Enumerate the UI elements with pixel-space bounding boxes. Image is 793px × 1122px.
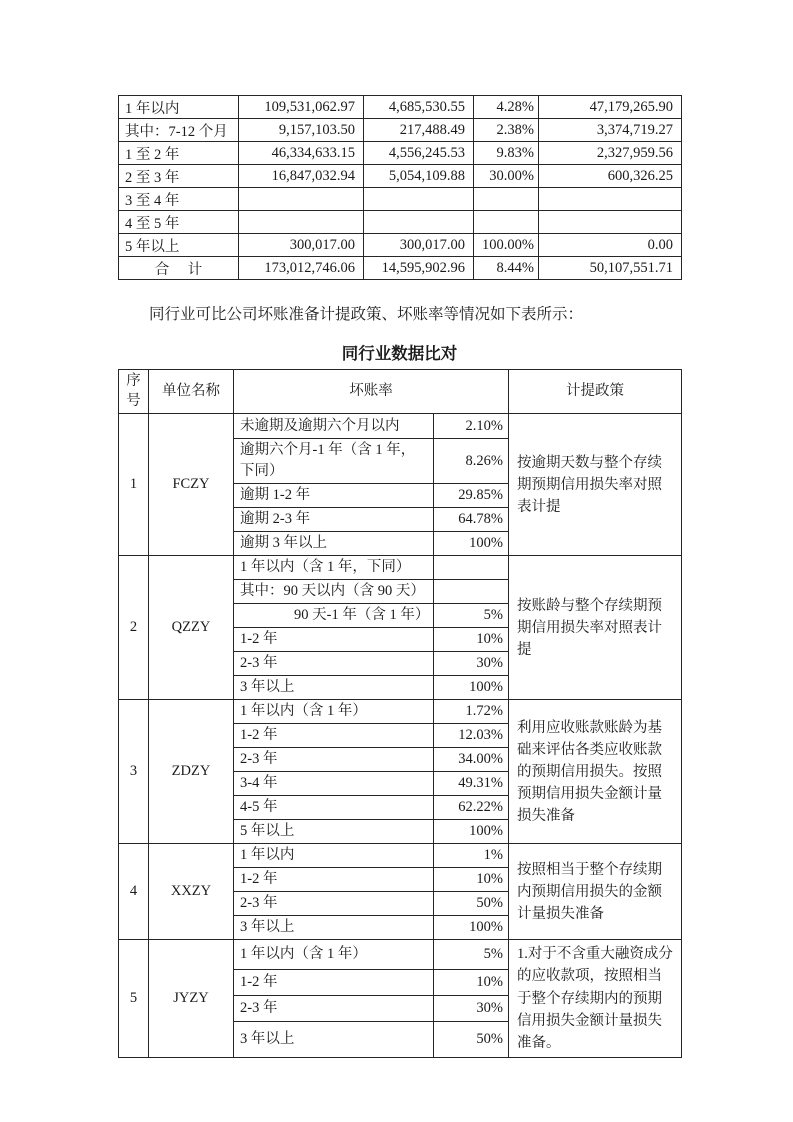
rate-value-cell: 10%	[434, 969, 509, 995]
amount-cell: 300,017.00	[364, 234, 474, 257]
industry-table	[118, 369, 682, 1058]
amount-cell: 50,107,551.71	[539, 257, 682, 280]
aging-label-cell: 5 年以上	[119, 234, 239, 257]
amount-cell: 109,531,062.97	[239, 96, 364, 119]
amount-cell: 4,556,245.53	[364, 142, 474, 165]
rate-label-cell: 3 年以上	[234, 1021, 434, 1057]
rate-value-cell: 64.78%	[434, 508, 509, 532]
amount-cell: 3,374,719.27	[539, 119, 682, 142]
rate-label-cell: 逾期 1-2 年	[234, 484, 434, 508]
table-title: 同行业数据比对	[341, 345, 458, 363]
policy-cell: 按逾期天数与整个存续期预期信用损失率对照表计提	[509, 414, 682, 556]
company-no-cell: 5	[119, 940, 149, 1057]
amount-cell: 0.00	[539, 234, 682, 257]
percent-cell: 8.44%	[474, 257, 539, 280]
amount-cell: 4,685,530.55	[364, 96, 474, 119]
percent-cell: 30.00%	[474, 165, 539, 188]
aging-label-cell: 1 年以内	[119, 96, 239, 119]
rate-value-cell: 1%	[434, 844, 509, 868]
company-name-cell: QZZY	[149, 556, 234, 700]
percent-cell: 9.83%	[474, 142, 539, 165]
table-row	[119, 234, 682, 257]
amount-cell: 600,326.25	[539, 165, 682, 188]
header-name: 单位名称	[149, 370, 234, 414]
percent-cell: 4.28%	[474, 96, 539, 119]
amount-cell: 14,595,902.96	[364, 257, 474, 280]
rate-label-cell: 逾期 2-3 年	[234, 508, 434, 532]
amount-cell	[539, 211, 682, 234]
amount-cell: 47,179,265.90	[539, 96, 682, 119]
table-row	[119, 96, 682, 119]
percent-cell	[474, 188, 539, 211]
amount-cell: 16,847,032.94	[239, 165, 364, 188]
policy-cell: 按照相当于整个存续期内预期信用损失的金额计量损失准备	[509, 844, 682, 940]
header-no: 序号	[119, 370, 149, 414]
rate-label-cell: 1 年以内	[234, 844, 434, 868]
rate-label-cell: 1-2 年	[234, 724, 434, 748]
rate-value-cell: 100%	[434, 916, 509, 940]
rate-label-cell: 2-3 年	[234, 748, 434, 772]
rate-value-cell: 2.10%	[434, 414, 509, 439]
rate-value-cell: 5%	[434, 940, 509, 969]
rate-value-cell: 49.31%	[434, 772, 509, 796]
total-row	[119, 257, 682, 280]
rate-value-cell: 30%	[434, 995, 509, 1021]
rate-value-cell	[434, 556, 509, 580]
rate-value-cell: 8.26%	[434, 439, 509, 484]
policy-cell: 按账龄与整个存续期预期信用损失率对照表计提	[509, 556, 682, 700]
amount-cell: 217,488.49	[364, 119, 474, 142]
rate-value-cell: 100%	[434, 532, 509, 556]
company-no-cell: 1	[119, 414, 149, 556]
amount-cell: 46,334,633.15	[239, 142, 364, 165]
header-row	[119, 370, 682, 414]
table-row	[119, 188, 682, 211]
rate-label-cell: 其中：90 天以内（含 90 天）	[234, 580, 434, 604]
amount-cell: 2,327,959.56	[539, 142, 682, 165]
company-name-cell: JYZY	[149, 940, 234, 1057]
table-row	[119, 142, 682, 165]
company-name-cell: FCZY	[149, 414, 234, 556]
amount-cell	[539, 188, 682, 211]
rate-value-cell: 5%	[434, 604, 509, 628]
company-no-cell: 2	[119, 556, 149, 700]
rate-value-cell: 1.72%	[434, 700, 509, 724]
amount-cell: 9,157,103.50	[239, 119, 364, 142]
header-rate: 坏账率	[234, 370, 509, 414]
rate-label-cell: 1-2 年	[234, 628, 434, 652]
percent-cell: 2.38%	[474, 119, 539, 142]
rate-label-cell: 1 年以内（含 1 年）	[234, 940, 434, 969]
rate-label-cell: 1-2 年	[234, 969, 434, 995]
aging-table	[118, 95, 682, 280]
intro-paragraph: 同行业可比公司坏账准备计提政策、坏账率等情况如下表所示：	[149, 306, 584, 323]
aging-label-cell: 2 至 3 年	[119, 165, 239, 188]
rate-value-cell: 50%	[434, 1021, 509, 1057]
rate-label-cell: 1 年以内（含 1 年）	[234, 700, 434, 724]
amount-cell: 300,017.00	[239, 234, 364, 257]
rate-label-cell: 90 天-1 年（含 1 年）	[234, 604, 434, 628]
percent-cell	[474, 211, 539, 234]
table-row	[119, 556, 682, 580]
rate-value-cell: 10%	[434, 868, 509, 892]
rate-label-cell: 5 年以上	[234, 820, 434, 844]
percent-cell: 100.00%	[474, 234, 539, 257]
policy-cell: 利用应收账款账龄为基础来评估各类应收账款的预期信用损失。按照预期信用损失金额计量损失准备	[509, 700, 682, 844]
table-row	[119, 700, 682, 724]
rate-label-cell: 2-3 年	[234, 995, 434, 1021]
aging-label-cell: 4 至 5 年	[119, 211, 239, 234]
total-label-cell: 合 计	[119, 257, 239, 280]
amount-cell	[364, 211, 474, 234]
rate-value-cell: 100%	[434, 820, 509, 844]
company-no-cell: 3	[119, 700, 149, 844]
aging-label-cell: 1 至 2 年	[119, 142, 239, 165]
rate-value-cell: 12.03%	[434, 724, 509, 748]
rate-value-cell	[434, 580, 509, 604]
aging-label-cell: 其中：7-12 个月	[119, 119, 239, 142]
company-no-cell: 4	[119, 844, 149, 940]
rate-value-cell: 10%	[434, 628, 509, 652]
table-row	[119, 211, 682, 234]
rate-value-cell: 62.22%	[434, 796, 509, 820]
amount-cell	[239, 211, 364, 234]
table-row	[119, 414, 682, 439]
rate-label-cell: 2-3 年	[234, 892, 434, 916]
rate-label-cell: 未逾期及逾期六个月以内	[234, 414, 434, 439]
rate-value-cell: 29.85%	[434, 484, 509, 508]
table-row	[119, 844, 682, 868]
table-row	[119, 165, 682, 188]
rate-value-cell: 34.00%	[434, 748, 509, 772]
rate-label-cell: 逾期 3 年以上	[234, 532, 434, 556]
rate-label-cell: 2-3 年	[234, 652, 434, 676]
amount-cell	[364, 188, 474, 211]
table-row	[119, 119, 682, 142]
header-policy: 计提政策	[509, 370, 682, 414]
rate-label-cell: 3-4 年	[234, 772, 434, 796]
rate-label-cell: 3 年以上	[234, 676, 434, 700]
amount-cell	[239, 188, 364, 211]
rate-value-cell: 30%	[434, 652, 509, 676]
rate-label-cell: 1 年以内（含 1 年，下同）	[234, 556, 434, 580]
aging-label-cell: 3 至 4 年	[119, 188, 239, 211]
rate-value-cell: 50%	[434, 892, 509, 916]
rate-value-cell: 100%	[434, 676, 509, 700]
company-name-cell: XXZY	[149, 844, 234, 940]
rate-label-cell: 3 年以上	[234, 916, 434, 940]
rate-label-cell: 逾期六个月-1 年（含 1 年，下同）	[234, 439, 434, 484]
table-row	[119, 940, 682, 969]
amount-cell: 5,054,109.88	[364, 165, 474, 188]
rate-label-cell: 1-2 年	[234, 868, 434, 892]
company-name-cell: ZDZY	[149, 700, 234, 844]
rate-label-cell: 4-5 年	[234, 796, 434, 820]
amount-cell: 173,012,746.06	[239, 257, 364, 280]
policy-cell: 1.对于不含重大融资成分的应收款项，按照相当于整个存续期内的预期信用损失金额计量损失准备。	[509, 940, 682, 1057]
